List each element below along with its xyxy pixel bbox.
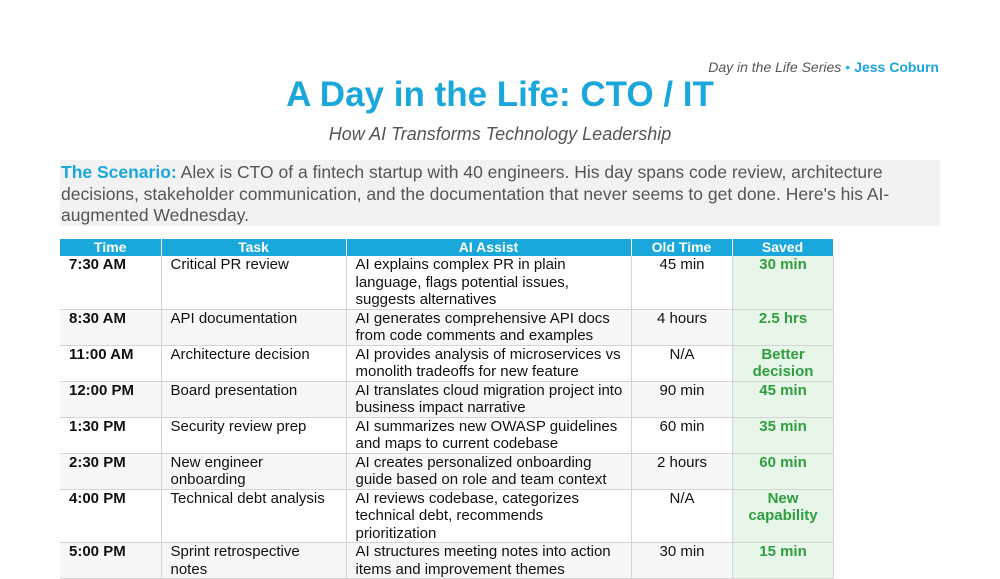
cell-task: Board presentation — [161, 381, 346, 417]
cell-old-time: 60 min — [631, 417, 732, 453]
cell-old-time: N/A — [631, 489, 732, 543]
cell-time: 8:30 AM — [60, 309, 161, 345]
cell-task: Architecture decision — [161, 345, 346, 381]
table-row — [60, 489, 833, 543]
page-subtitle: How AI Transforms Technology Leadership — [328, 124, 672, 144]
scenario-label: The Scenario: — [61, 162, 177, 182]
table-header-row — [60, 239, 833, 256]
cell-saved: New capability — [732, 489, 833, 543]
cell-saved: 45 min — [732, 381, 833, 417]
cell-time: 5:00 PM — [60, 543, 161, 579]
cell-ai-assist: AI structures meeting notes into action items and improvement themes — [346, 543, 631, 579]
cell-task: Technical debt analysis — [161, 489, 346, 543]
cell-old-time: N/A — [631, 345, 732, 381]
cell-ai-assist: AI summarizes new OWASP guidelines and maps to current codebase — [346, 417, 631, 453]
cell-old-time: 45 min — [631, 256, 732, 309]
cell-ai-assist: AI provides analysis of microservices vs monolith tradeoffs for new feature — [346, 345, 631, 381]
scenario-box — [60, 160, 940, 226]
cell-task: New engineer onboarding — [161, 453, 346, 489]
cell-time: 7:30 AM — [60, 256, 161, 309]
cell-saved: Better decision — [732, 345, 833, 381]
cell-old-time: 90 min — [631, 381, 732, 417]
cell-saved: 60 min — [732, 453, 833, 489]
cell-time: 12:00 PM — [60, 381, 161, 417]
separator-dot: • — [845, 59, 851, 75]
scenario-text: Alex is CTO of a fintech startup with 40 engineers. His day spans code review, architecture decisions, stakeholder communication, and the documentation that never seems to get done. Here's his AI-augmented Wednesday. — [61, 162, 890, 225]
cell-ai-assist: AI generates comprehensive API docs from code comments and examples — [346, 309, 631, 345]
cell-task: API documentation — [161, 309, 346, 345]
cell-saved: 35 min — [732, 417, 833, 453]
cell-saved: 2.5 hrs — [732, 309, 833, 345]
cell-saved: 30 min — [732, 256, 833, 309]
table-row — [60, 543, 833, 579]
cell-task: Security review prep — [161, 417, 346, 453]
table-row — [60, 256, 833, 309]
cell-time: 11:00 AM — [60, 345, 161, 381]
page-title: A Day in the Life: CTO / IT — [286, 75, 714, 114]
series-byline — [708, 59, 939, 75]
header-saved: Saved — [732, 239, 833, 256]
series-name: Day in the Life Series — [708, 59, 842, 75]
cell-task: Sprint retrospective notes — [161, 543, 346, 579]
cell-ai-assist: AI translates cloud migration project into business impact narrative — [346, 381, 631, 417]
table-row — [60, 381, 833, 417]
cell-ai-assist: AI reviews codebase, categorizes technical debt, recommends prioritization — [346, 489, 631, 543]
cell-old-time: 2 hours — [631, 453, 732, 489]
author-name: Jess Coburn — [854, 59, 939, 75]
cell-time: 2:30 PM — [60, 453, 161, 489]
table-row — [60, 453, 833, 489]
cell-time: 4:00 PM — [60, 489, 161, 543]
cell-task: Critical PR review — [161, 256, 346, 309]
cell-saved: 15 min — [732, 543, 833, 579]
header-old-time: Old Time — [631, 239, 732, 256]
schedule-table — [60, 239, 834, 579]
table-row — [60, 309, 833, 345]
cell-time: 1:30 PM — [60, 417, 161, 453]
table-row — [60, 345, 833, 381]
cell-ai-assist: AI creates personalized onboarding guide based on role and team context — [346, 453, 631, 489]
cell-old-time: 30 min — [631, 543, 732, 579]
header-task: Task — [161, 239, 346, 256]
cell-ai-assist: AI explains complex PR in plain language, flags potential issues, suggests alternatives — [346, 256, 631, 309]
table-row — [60, 417, 833, 453]
header-ai-assist: AI Assist — [346, 239, 631, 256]
header-time: Time — [60, 239, 161, 256]
cell-old-time: 4 hours — [631, 309, 732, 345]
